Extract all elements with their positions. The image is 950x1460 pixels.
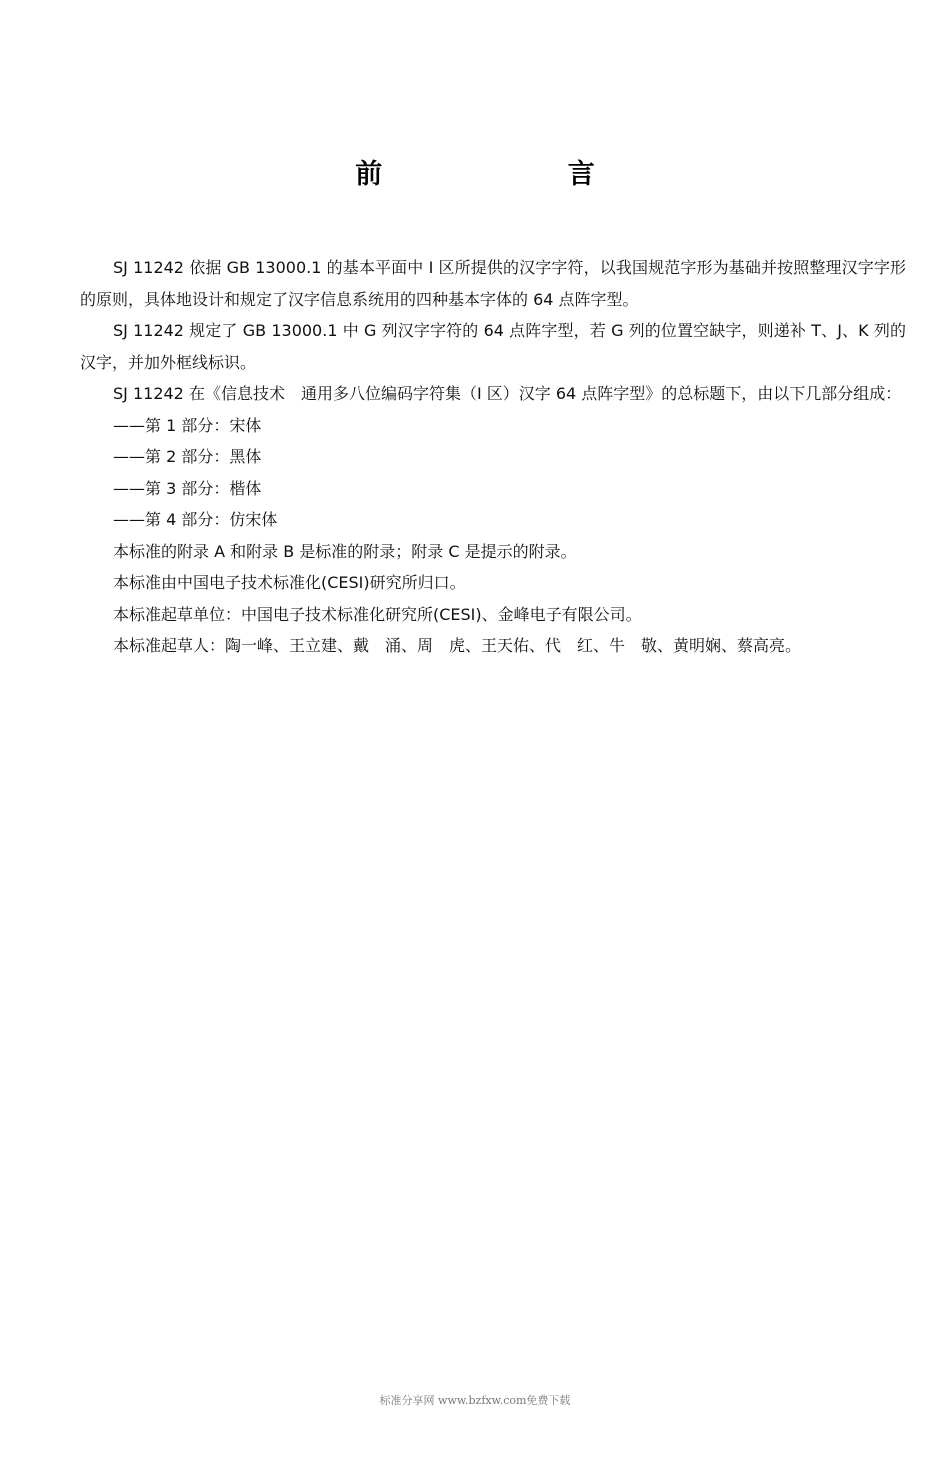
- note-drafters: 本标准起草人：陶一峰、王立建、戴 涌、周 虎、王天佑、代 红、牛 敬、黄明娴、蔡高亮。: [113, 636, 802, 655]
- foreword-body: [80, 252, 906, 662]
- page-title: 前 言: [355, 159, 683, 190]
- note-responsible-org: 本标准由中国电子技术标准化(CESI)研究所归口。: [113, 573, 466, 592]
- list-item-part-3: ——第 3 部分：楷体: [113, 478, 262, 498]
- note-drafting-units: 本标准起草单位：中国电子技术标准化研究所(CESI)、金峰电子有限公司。: [113, 604, 642, 624]
- paragraph-parts-intro: SJ 11242 在《信息技术 通用多八位编码字符集（I 区）汉字 64 点阵字型》的总标题下，由以下几部分组成：: [113, 384, 902, 403]
- footer-watermark: 标准分享网 www.bzfxw.com免费下载: [379, 1394, 571, 1407]
- paragraph-scope: SJ 11242 依据 GB 13000.1 的基本平面中 I 区所提供的汉字字符，以我国规范字形为基础并按照整理汉字字形的原则，具体地设计和规定了汉字信息系统用的四种基本字体的 64 点阵字型。: [80, 258, 906, 309]
- paragraph-columns: SJ 11242 规定了 GB 13000.1 中 G 列汉字字符的 64 点阵字型，若 G 列的位置空缺字，则递补 T、J、K 列的汉字，并加外框线标识。: [80, 321, 906, 372]
- list-item-part-4: ——第 4 部分：仿宋体: [113, 510, 278, 529]
- list-item-part-2: ——第 2 部分：黑体: [113, 447, 262, 466]
- note-appendix: 本标准的附录 A 和附录 B 是标准的附录；附录 C 是提示的附录。: [113, 541, 577, 561]
- list-item-part-1: ——第 1 部分：宋体: [113, 415, 262, 435]
